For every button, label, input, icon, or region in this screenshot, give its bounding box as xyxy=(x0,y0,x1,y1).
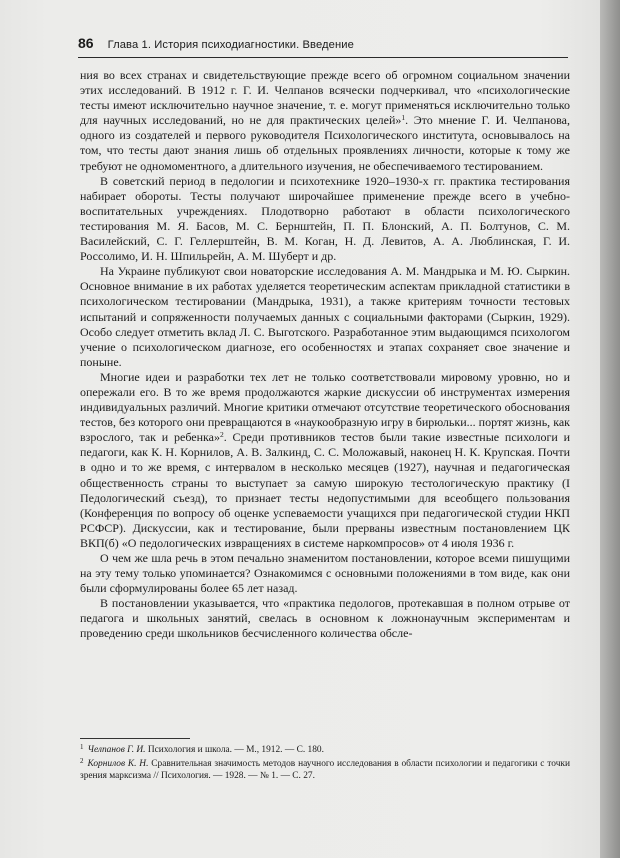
footnote-1 xyxy=(80,744,570,756)
paragraph-4-text-a: Многие идеи и разработки тех лет не только соответствовали мировому уровню, но и опережали его. В то же время продолжаются жаркие дискуссии об инструментах измерения индивидуальных различий. Многие критики отмечают отсутствие теоретического обоснования тестов, без которого они превращаются в «наукообразную игру в бирюльки... портят жизнь, как взрослого, так и ребенка» xyxy=(80,369,570,445)
footnote-2-text: Сравнительная значимость методов научного исследования в области психологии и педагогики с точки зрения марксизма // Психология. — 1928. — № 1. — С. 27. xyxy=(80,759,570,782)
body-text xyxy=(80,68,570,642)
footnote-ref-2: 2 xyxy=(220,430,224,440)
footnote-2 xyxy=(80,758,570,782)
paragraph-1-text-a: ния во всех странах и свидетельствующие прежде всего об огромном социальном значении этих исследований. В 1912 г. Г. И. Челпанов всячески подчеркивал, что «психологические тесты имеют исключительно научное значение, т. е. могут применяться исключительно только для научных исследований, но не для практических целей» xyxy=(80,68,570,128)
paragraph-4 xyxy=(80,370,570,551)
footnote-1-mark: 1 xyxy=(80,743,84,751)
footnote-ref-1: 1 xyxy=(401,113,406,123)
paragraph-2: В советский период в педологии и психотехнике 1920–1930-х гг. практика тестирования набирает обороты. Тесты получают широчайшее применение прежде всего в учебно-воспитательных учреждениях. Плодотворно работают в области психологического тестирования М. Я. Басов, М. С. Бернштейн, П. П. Блонский, А. П. Болтунов, С. М. Василейский, С. Г. Геллерштейн, В. М. Коган, Н. Д. Левитов, А. А. Люблинская, Г. И. Россолимо, И. Н. Шпильрейн, А. М. Шуберт и др. xyxy=(80,173,570,264)
paragraph-6: В постановлении указывается, что «практика педологов, протекавшая в полном отрыве от педагога и школьных занятий, свелась в основном к ложнонаучным экспериментам и проведению среди школьников бесчисленного количества обсле- xyxy=(80,596,570,641)
paragraph-1-text-b: . Это мнение Г. И. Челпанова, одного из создателей и первого руководителя Психологического института, основывалось на том, что тесты дают знания лишь об отдельных проявлениях личности, которые к тому же требуют не одномоментного, а длительного изучения, не обеспечиваемого тестированием. xyxy=(80,113,570,173)
running-head: Глава 1. История психодиагностики. Введение xyxy=(107,39,354,51)
paragraph-3: На Украине публикуют свои новаторские исследования А. М. Мандрыка и М. Ю. Сыркин. Основное внимание в их работах уделяется теоретическим аспектам прикладной статистики в психологическом тестировании (Мандрыка, 1931), а также критериям точности тестовых испытаний и сопряженности получаемых данных с социальными факторами (Сыркин, 1929). Особо следует отметить вклад Л. С. Выготского. Разработанное этим выдающимся психологом учение о психологическом диагнозе, его особенностях и этапах сохраняет свое значение и поныне. xyxy=(80,264,570,369)
page-header xyxy=(78,35,568,58)
footnotes xyxy=(80,744,570,785)
paragraph-1 xyxy=(80,68,570,174)
footnote-divider xyxy=(80,738,190,739)
footnote-2-author: Корнилов К. Н. xyxy=(87,759,149,770)
footnote-1-author: Челпанов Г. И. xyxy=(87,745,146,755)
paragraph-4-text-b: . Среди противников тестов были такие известные психологи и педагоги, как К. Н. Корнилов, А. В. Залкинд, С. С. Моложавый, наконец Н. К. Крупская. Почти в одно и то же время, с интервалом в несколько месяцев (1927), научная и педагогическая общественность страны то выступает за самую широкую тестологическую практику (I Педологический съезд), то признает тесты недопустимыми для всеобщего пользования (Конференция по вопросу об оценке успеваемости учащихся при педагогической студии НКП РСФСР). Дискуссии, как и тестирование, были прерваны известным постановлением ЦК ВКП(б) «О педологических извращениях в системе наркомпросов» от 4 июля 1936 г. xyxy=(80,430,571,550)
book-spine-shadow xyxy=(600,0,620,858)
page-number: 86 xyxy=(78,35,94,51)
paragraph-5: О чем же шла речь в этом печально знаменитом постановлении, которое всеми пишущими на эту тему только упоминается? Ознакомимся с основными положениями в том виде, как они были сформулированы более 65 лет назад. xyxy=(80,551,570,596)
footnote-2-mark: 2 xyxy=(80,757,84,766)
footnote-1-text: Психология и школа. — М., 1912. — С. 180. xyxy=(145,745,324,755)
